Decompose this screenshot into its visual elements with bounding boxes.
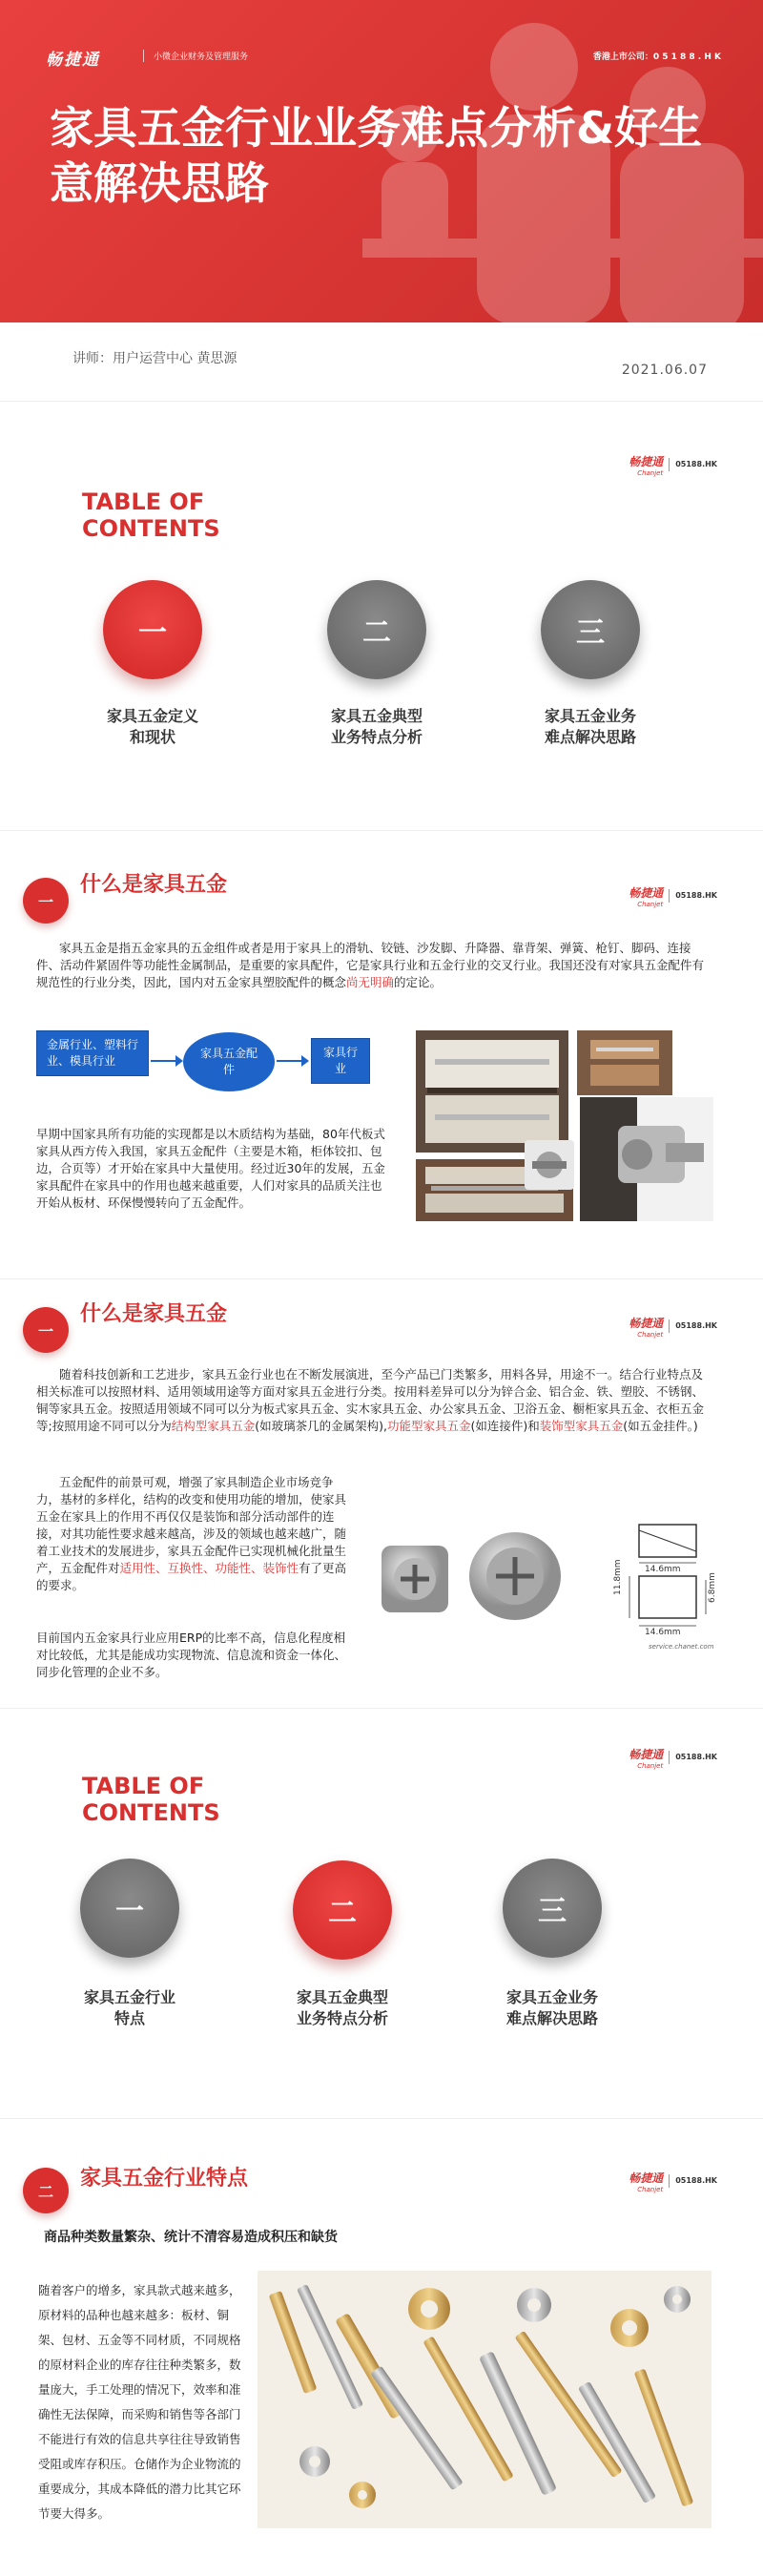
lecturer: 讲师：用户运营中心 黄思源 [72,351,237,366]
toc-label-2: 家具五金典型 业务特点分析 [330,707,423,746]
brand-mark: 畅捷通 Chanjet 05188.HK [629,1317,717,1339]
section-title: 家具五金行业特点 [80,2167,249,2191]
section-title: 什么是家具五金 [80,1302,228,1326]
section-subhead: 商品种类数量繁杂、统计不清容易造成积压和缺货 [44,2230,338,2245]
hinge-photo [580,1097,713,1221]
brand-mark: 畅捷通 Chanjet 05188.HK [629,886,717,908]
dimension-label: 6.8mm [708,1572,717,1603]
toc-circle-1: 一 [80,1859,179,1958]
section-badge: 二 [23,2168,69,2213]
toc-title: TABLE OF CONTENTS [82,488,220,542]
arrow-icon [277,1060,303,1062]
toc-title: TABLE OF CONTENTS [82,1773,220,1826]
flow-box-furniture: 家具行业 [311,1038,370,1084]
cover-slogan: 小微企业财务及管理服务 [143,50,248,62]
inventory-paragraph: 随着客户的增多，家具款式越来越多，原材料的品种也越来越多：板材、铜架、包材、五金等不同材质，不同规格的原材料企业的库存往往种类繁多，数量庞大，手工处理的情况下，效率和准确性无法保障，而采购和销售等各部门不能进行有效的信息共享往往导致销售受阻或库存积压。仓储作为企业物流的重要成分，其成本降低的潜力比其它环节要大得多。 [38,2283,241,2521]
erp-paragraph: 目前国内五金家具行业应用ERP的比率不高，信息化程度相对比较低，尤其是能成功实现物流、信息流和资金一体化、同步化管理的企业不多。 [36,1631,347,1679]
toc-label-2: 家具五金典型 业务特点分析 [296,1988,388,2027]
cover-listed-info: 香港上市公司：0 5 1 8 8 . H K [592,52,721,62]
hardware-parts-photo [258,2271,711,2528]
toc-circle-3: 三 [503,1859,602,1958]
brand-sub: Chanjet [637,469,664,477]
cam-lock-photo [362,1517,601,1631]
brand-mark: 畅捷通 Chanjet 05188.HK [629,2171,717,2193]
dimension-label: 11.8mm [613,1559,623,1595]
toc-circle-2: 二 [327,580,426,679]
slide-divider [0,2118,763,2119]
toc-label-1: 家具五金定义 和现状 [106,707,198,746]
slide-divider [0,401,763,402]
image-caption: service.chanet.com [649,1643,714,1651]
brand-mark [629,451,717,477]
classification-paragraph: 随着科技创新和工艺进步，家具五金行业也在不断发展演进，至今产品已门类繁多，用料各异，用途不一。结合行业特点及相关标准可以按照材料、适用领域用途等方面对家具五金进行分类。按用料差异可以分为锌合金、铝合金、铁、塑胶、不锈钢、铜等家具五金。按照适用领域不同可以分为板式家具五金、实木家具五金、办公家具五金、卫浴五金、橱柜家具五金、衣柜五金等;按照用途不同可以分为结构型家具五金(如玻璃茶几的金属架构),功能型家具五金(如连接件)和装饰型家具五金(如五金挂件。) [36,1367,705,1433]
toc-label-3: 家具五金业务 难点解决思路 [505,1988,598,2027]
toc-label-3: 家具五金业务 难点解决思路 [544,707,636,746]
flow-box-upstream: 金属行业、塑料行业、模具行业 [36,1030,149,1076]
brand-code: 05188.HK [675,460,717,468]
brand-logo: 畅捷通 [629,455,664,468]
section-badge: 一 [23,878,69,924]
cover-title: 家具五金行业业务难点分析&好生意解决思路 [50,102,703,209]
toc-circle-2: 二 [293,1860,392,1960]
slide-divider [0,830,763,831]
presentation-date: 2021.06.07 [621,363,708,378]
dimension-label: 14.6mm [645,1565,681,1574]
prospect-paragraph: 五金配件的前景可观，增强了家具制造企业市场竞争力，基材的多样化，结构的改变和使用功能的增加，使家具五金在家具上的作用不再仅仅是装饰和部分活动部件的连接，对其功能性要求越来越高，涉及的领域也越来越广，随着工业技术的发展进步，家具五金配件已实现机械化批量生产，五金配件对适用性、互换性、功能性、装饰性有了更高的要求。 [36,1475,347,1592]
section-badge: 一 [23,1307,69,1353]
definition-paragraph: 家具五金是指五金家具的五金组件或者是用于家具上的滑轨、铰链、沙发脚、升降器、靠背架、弹簧、枪钉、脚码、连接件、活动件紧固件等功能性金属制品，是重要的家具配件，它是家具行业和五金行业的交叉行业。我国还没有对家具五金配件有规范性的行业分类，因此，国内对五金家具塑胶配件的概念尚无明确的定论。 [36,941,705,989]
toc-circle-1: 一 [103,580,202,679]
brand-mark: 畅捷通 Chanjet 05188.HK [629,1748,717,1770]
toc-label-1: 家具五金行业 特点 [83,1988,175,2027]
toc-circle-3: 三 [541,580,640,679]
cover-banner [0,0,763,322]
history-paragraph: 早期中国家具所有功能的实现都是以木质结构为基础，80年代板式家具从西方传入我国，家具五金配件（主要是木箱，柜体铰扣、包边，合页等）才开始在家具中大量使用。经过近30年的发展，五金家具配件在家具中的作用也越来越重要，人们对家具的品质关注也开始从板材、环保慢慢转向了五金配件。 [36,1127,385,1210]
arrow-icon [151,1060,177,1062]
drawer-photo-small [577,1030,672,1095]
slide-divider [0,1278,763,1279]
slide-divider [0,1708,763,1709]
dimension-label: 14.6mm [645,1628,681,1637]
cover-logo: 畅捷通 [46,51,100,70]
flow-ellipse-hardware: 家具五金配件 [183,1032,275,1091]
section-title: 什么是家具五金 [80,873,228,897]
hinge-closeup-photo [525,1140,574,1190]
drawer-slide-photo [416,1030,568,1153]
